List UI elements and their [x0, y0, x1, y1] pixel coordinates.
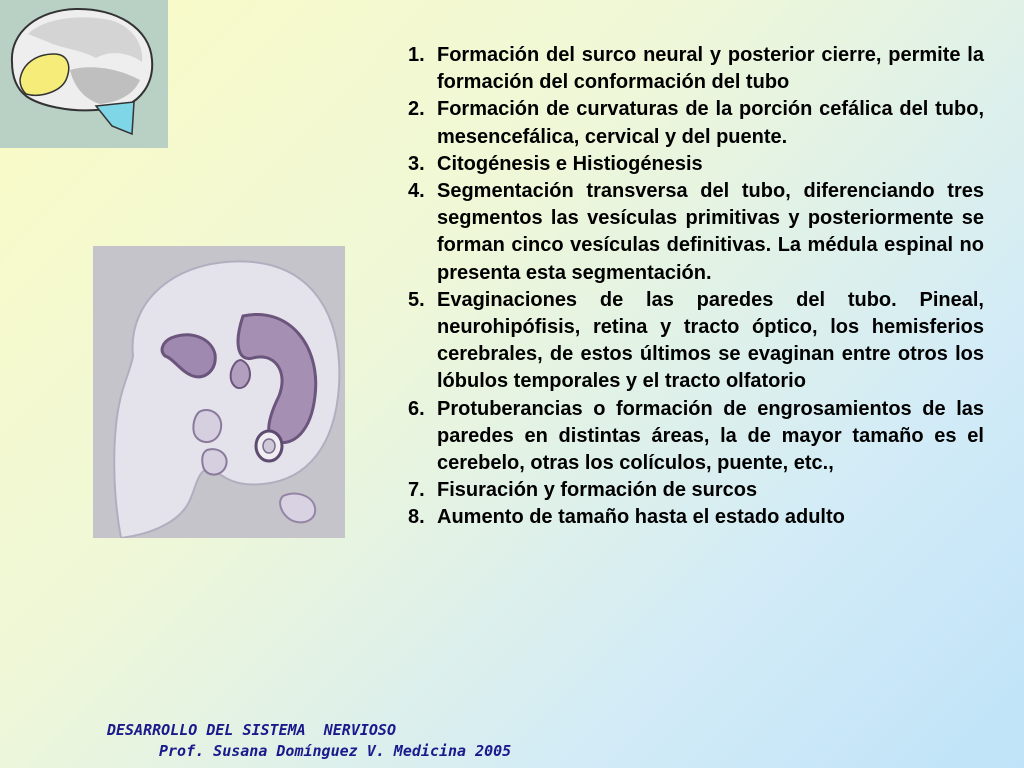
list-item-text: Protuberancias o formación de engrosamientos de las paredes en distintas áreas, la de mayor tamaño es el cerebelo, otras los colículos, puente, etc., [437, 397, 984, 475]
eye-lens [263, 439, 275, 453]
list-item-number: 7. [408, 479, 425, 502]
list-item-text: Aumento de tamaño hasta el estado adulto [437, 506, 845, 529]
list-item-text: Formación de curvaturas de la porción cefálica del tubo, mesencefálica, cervical y del puente. [437, 98, 984, 148]
list-item-number: 2. [408, 98, 425, 121]
embryo-section-image [93, 246, 345, 538]
embryo-section-drawing [93, 246, 345, 538]
list-item-number: 6. [408, 397, 425, 420]
list-item [408, 477, 984, 504]
list-item-text: Citogénesis e Histiogénesis [437, 152, 703, 175]
list-item-number: 3. [408, 152, 425, 175]
list-item-number: 5. [408, 288, 425, 311]
list-item-number: 4. [408, 180, 425, 203]
list-item-number: 8. [408, 506, 425, 529]
development-stages-list [408, 42, 984, 532]
cerebellum-region [96, 102, 134, 134]
list-item [408, 178, 984, 287]
list-item [408, 151, 984, 178]
list-item-number: 1. [408, 44, 425, 66]
footer-author: Prof. Susana Domínguez V. Medicina 2005 [159, 742, 512, 760]
list-item [408, 504, 984, 531]
list-item [408, 287, 984, 396]
footer-course-title: DESARROLLO DEL SISTEMA NERVIOSO [107, 721, 396, 739]
list-item-text: Fisuración y formación de surcos [437, 479, 758, 502]
list-item-text: Evaginaciones de las paredes del tubo. Pineal, neurohipófisis, retina y tracto óptico, los hemisferios cerebrales, de estos últimos se evaginan entre otros los lóbulos temporales y el tracto olfatorio [437, 288, 984, 393]
slide-footer [107, 720, 511, 762]
list-item [408, 396, 984, 478]
list-item-text: Formación del surco neural y posterior cierre, permite la formación del conformación del tubo [437, 44, 984, 94]
brain-diagram-thumbnail [0, 0, 168, 148]
list-item [408, 96, 984, 150]
brain-diagram [0, 0, 168, 148]
list-item-text: Segmentación transversa del tubo, diferenciando tres segmentos las vesículas primitivas y posteriormente se forman cinco vesículas definitivas. La médula espinal no presenta esta segmentación. [437, 180, 984, 284]
list-item [408, 42, 984, 96]
brain-ventricle-mid [231, 360, 250, 388]
